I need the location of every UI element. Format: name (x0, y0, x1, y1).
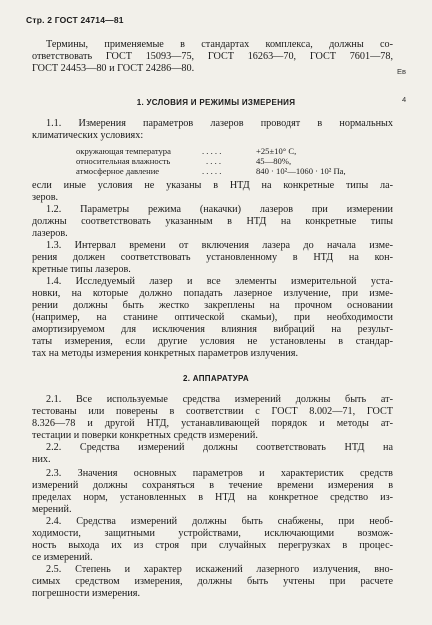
p14-line-4: (например, на станине оптической скамьи), при необходимости (32, 312, 393, 323)
p13-line-2: рения должен соответствовать установленному в НТД на кон- (32, 252, 393, 263)
intro-line-2: ответствовать ГОСТ 15093—75, ГОСТ 16263—70, ГОСТ 7601—78, (32, 51, 393, 62)
p23-line-4: мерений. (32, 504, 72, 515)
p14-line-2: новки, на которые должно попадать лазерное излучение, при изме- (32, 288, 393, 299)
section-1-heading: 1. УСЛОВИЯ И РЕЖИМЫ ИЗМЕРЕНИЯ (136, 98, 296, 107)
p24-line-3: ность выхода их из строя при случайных перегрузках в процес- (32, 540, 393, 551)
p25-line-1: 2.5. Степень и характер искажений лазерного излучения, вно- (46, 564, 393, 575)
page-header: Стр. 2 ГОСТ 24714—81 (26, 15, 124, 25)
p12-line-3: лазеров. (32, 228, 68, 239)
p23-line-2: измерений должны сохраняться в течение времени измерения в (32, 480, 393, 491)
p21-line-1: 2.1. Все используемые средства измерений должны быть ат- (46, 394, 393, 405)
condition-label: атмосферное давление (76, 166, 160, 176)
margin-note-2: 4 (402, 95, 407, 104)
p13-line-3: кретные типы лазеров. (32, 264, 131, 275)
p14-line-5: амортизируемом для исключения влияния вибраций на результ- (32, 324, 393, 335)
p14-line-7: тах на методы измерения конкретных параметров излучения. (32, 348, 299, 359)
intro-line-1: Термины, применяемые в стандартах комплекса, должны со- (46, 39, 393, 50)
p22-line-2: них. (32, 454, 51, 465)
p24-line-4: се измерений. (32, 552, 93, 563)
p22-line-1: 2.2. Средства измерений должны соответствовать НТД на (46, 442, 393, 453)
condition-dots: . . . . . (202, 166, 222, 176)
p25-line-2: симых средством измерения, должны быть учтены при расчете (32, 576, 393, 587)
p11-line-2: климатических условиях: (32, 130, 144, 141)
condition-dots: . . . . (206, 156, 222, 166)
p24-line-2: ходимости, защитными устройствами, исключающими возмож- (32, 528, 393, 539)
condition-label: окружающая температура (76, 146, 171, 156)
p11-tail-line-2: зеров. (32, 192, 59, 203)
condition-dots: . . . . . (202, 146, 222, 156)
condition-value: +25±10° С, (256, 146, 297, 156)
p14-line-1: 1.4. Исследуемый лазер и все элементы измерительной уста- (46, 276, 393, 287)
p11-tail-line-1: если иные условия не указаны в НТД на конкретные типы ла- (32, 180, 393, 191)
p14-line-3: рении должны быть жестко закреплены на прочном основании (32, 300, 393, 311)
margin-note-1: Ев (397, 67, 406, 76)
p14-line-6: таты измерения, если другие условия не установлены в стандар- (32, 336, 393, 347)
condition-value: 45—80%, (256, 156, 292, 166)
p25-line-3: погрешности измерения. (32, 588, 141, 599)
p11-line-1: 1.1. Измерения параметров лазеров проводят в нормальных (46, 118, 393, 129)
p23-line-3: пределах норм, установленных в НТД на конкретное средство из- (32, 492, 393, 503)
p13-line-1: 1.3. Интервал времени от включения лазера до начала изме- (46, 240, 393, 251)
p12-line-1: 1.2. Параметры режима (накачки) лазеров при измерении (46, 204, 393, 215)
section-2-heading: 2. АППАРАТУРА (182, 374, 250, 383)
p12-line-2: должны соответствовать указанным в НТД на конкретные типы (32, 216, 393, 227)
intro-line-3: ГОСТ 24453—80 и ГОСТ 24286—80. (32, 63, 195, 74)
p21-line-2: тестованы или поверены в соответствии с ГОСТ 8.002—71, ГОСТ (32, 406, 393, 417)
p21-line-3: 8.326—78 и другой НТД, устанавливающей порядок и методы ат- (32, 418, 393, 429)
condition-value: 840 · 10²—1060 · 10² Па, (256, 166, 346, 176)
p24-line-1: 2.4. Средства измерений должны быть снабжены, при необ- (46, 516, 393, 527)
condition-label: относительная влажность (76, 156, 171, 166)
p21-line-4: тестации и поверки конкретных средств измерений. (32, 430, 258, 441)
p23-line-1: 2.3. Значения основных параметров и характеристик средств (46, 468, 393, 479)
